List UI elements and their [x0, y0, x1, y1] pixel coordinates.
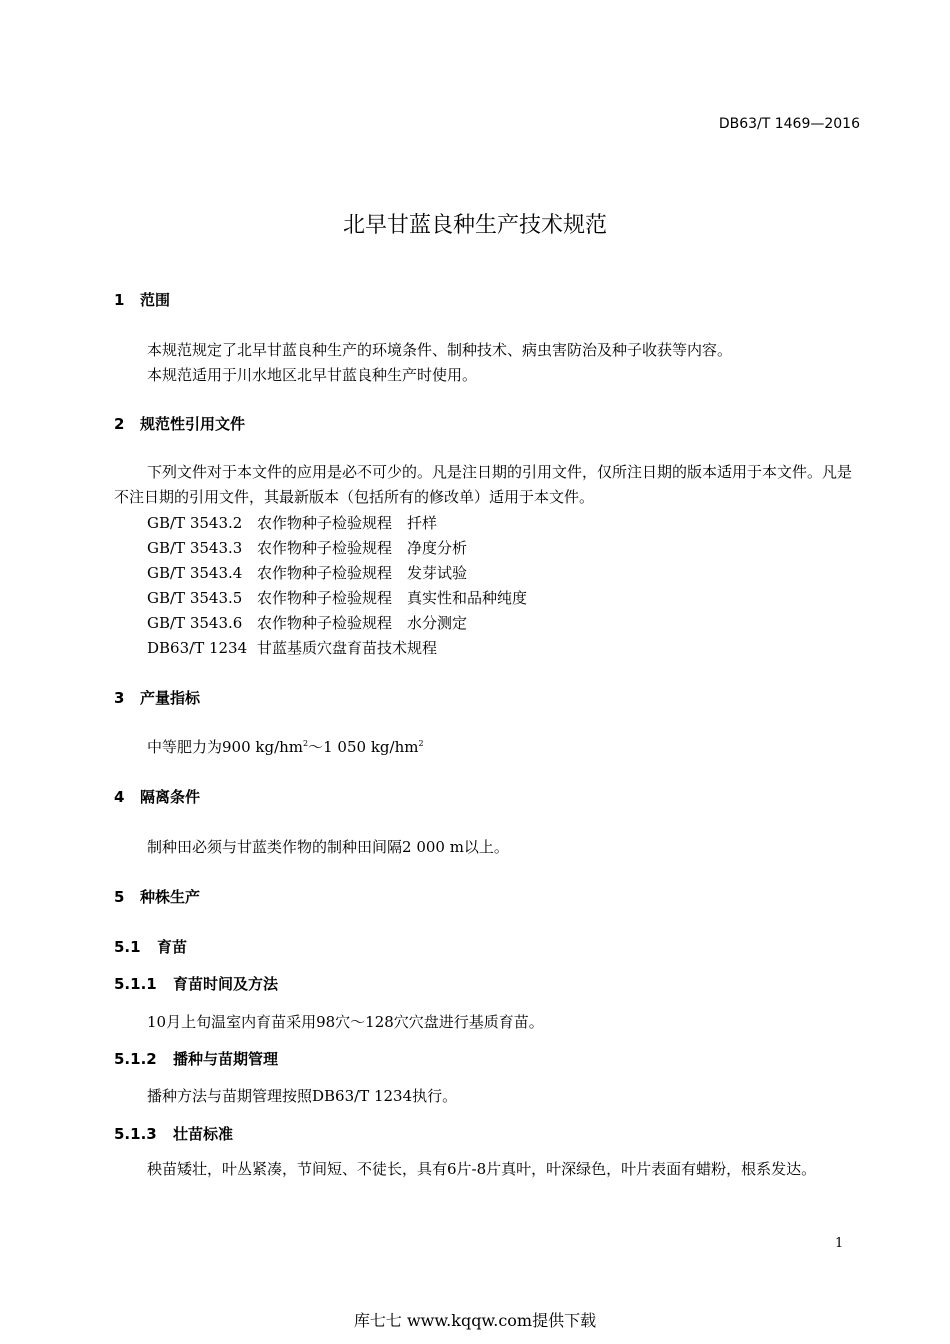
yield-high: ～1 050 kg/hm [308, 738, 419, 756]
section-title: 育苗时间及方法 [173, 975, 279, 993]
section-title: 育苗 [157, 938, 188, 956]
section-title: 范围 [140, 291, 171, 309]
section-5-1-1-heading [114, 973, 278, 994]
section-number: 3 [114, 689, 125, 707]
reference-title: 农作物种子检验规程 水分测定 [257, 614, 468, 632]
reference-title: 农作物种子检验规程 扦样 [257, 514, 438, 532]
section-5-1-2-paragraph: 播种方法与苗期管理按照DB63/T 1234执行。 [147, 1087, 458, 1105]
yield-low: 中等肥力为900 kg/hm [147, 738, 304, 756]
reference-item [147, 537, 467, 558]
section-title: 播种与苗期管理 [173, 1050, 279, 1068]
section-5-1-heading [114, 936, 187, 957]
section-4-heading [114, 786, 200, 807]
reference-title: 农作物种子检验规程 发芽试验 [257, 564, 468, 582]
yield-target-text [147, 736, 424, 757]
section-4-paragraph: 制种田必须与甘蓝类作物的制种田间隔2 000 m以上。 [147, 838, 509, 856]
section-2-heading [114, 413, 245, 434]
section-number: 5.1.1 [114, 975, 157, 993]
section-1-paragraph-2: 本规范适用于川水地区北早甘蓝良种生产时使用。 [147, 366, 478, 384]
unit-superscript: 2 [418, 739, 424, 748]
section-title: 壮苗标准 [173, 1125, 234, 1143]
section-5-1-3-heading [114, 1123, 233, 1144]
section-title: 隔离条件 [140, 788, 201, 806]
section-title: 规范性引用文件 [140, 415, 246, 433]
reference-code: DB63/T 1234 [147, 639, 248, 657]
section-1-paragraph-1: 本规范规定了北早甘蓝良种生产的环境条件、制种技术、病虫害防治及种子收获等内容。 [147, 341, 733, 359]
reference-title: 农作物种子检验规程 净度分析 [257, 539, 468, 557]
reference-item [147, 612, 467, 633]
section-5-1-2-heading [114, 1048, 278, 1069]
reference-item [147, 637, 437, 658]
reference-code: GB/T 3543.6 [147, 614, 243, 632]
section-3-heading [114, 687, 200, 708]
section-number: 4 [114, 788, 125, 806]
section-number: 2 [114, 415, 125, 433]
reference-item [147, 562, 467, 583]
reference-title: 甘蓝基质穴盘育苗技术规程 [257, 639, 438, 657]
reference-code: GB/T 3543.3 [147, 539, 243, 557]
section-number: 5.1.3 [114, 1125, 157, 1143]
section-2-intro: 下列文件对于本文件的应用是必不可少的。凡是注日期的引用文件，仅所注日期的版本适用于本文件。凡是不注日期的引用文件，其最新版本（包括所有的修改单）适用于本文件。 [114, 463, 853, 506]
reference-item [147, 587, 527, 608]
reference-title: 农作物种子检验规程 真实性和品种纯度 [257, 589, 528, 607]
section-number: 5.1.2 [114, 1050, 157, 1068]
page-number: 1 [835, 1236, 844, 1251]
section-1-heading [114, 289, 170, 310]
download-footer: 库七七 www.kqqw.com提供下载 [353, 1311, 597, 1330]
document-title: 北早甘蓝良种生产技术规范 [342, 213, 607, 238]
section-number: 5 [114, 888, 125, 906]
section-5-1-1-paragraph: 10月上旬温室内育苗采用98穴～128穴穴盘进行基质育苗。 [147, 1013, 544, 1031]
section-5-heading [114, 886, 200, 907]
reference-code: GB/T 3543.2 [147, 514, 243, 532]
section-number: 1 [114, 291, 125, 309]
section-title: 种株生产 [140, 888, 201, 906]
section-number: 5.1 [114, 938, 141, 956]
document-code: DB63/T 1469—2016 [718, 116, 860, 132]
reference-code: GB/T 3543.5 [147, 589, 243, 607]
section-5-1-3-paragraph: 秧苗矮壮，叶丛紧凑，节间短、不徒长，具有6片-8片真叶，叶深绿色，叶片表面有蜡粉，根系发达。 [147, 1160, 817, 1178]
reference-item [147, 512, 437, 533]
reference-code: GB/T 3543.4 [147, 564, 243, 582]
section-title: 产量指标 [140, 689, 201, 707]
unit-superscript: 2 [303, 739, 309, 748]
